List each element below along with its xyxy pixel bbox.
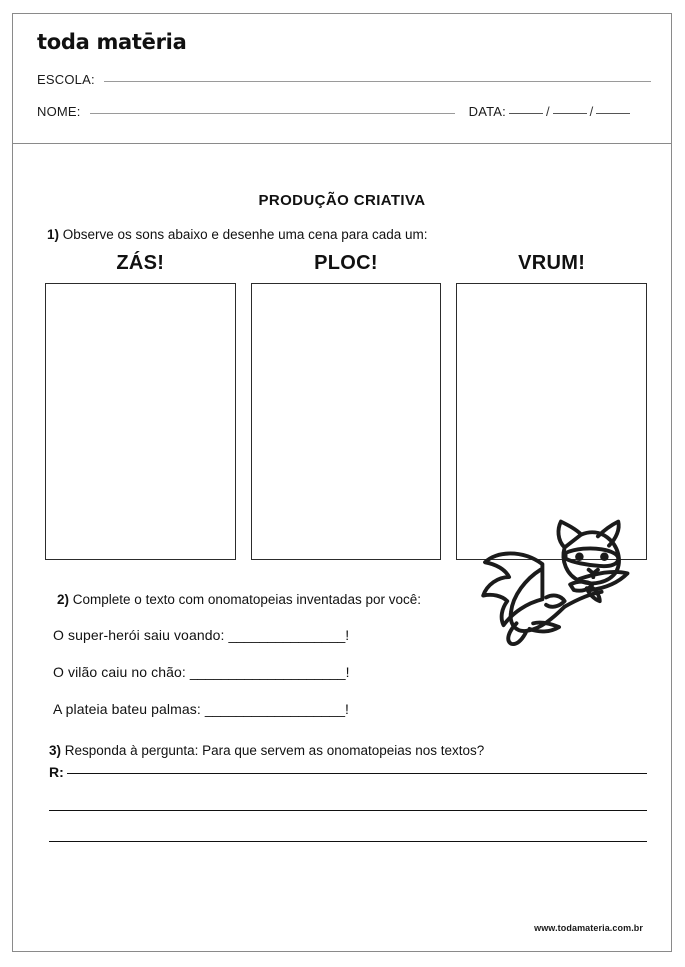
sound-labels-row [45,252,647,275]
flying-cat-icon [461,508,646,648]
name-field-label: NOME: [37,104,81,119]
fill-line-3 [53,701,671,717]
question-2-number: 2) [57,592,70,607]
school-field-row [37,72,651,87]
answer-line-3[interactable] [49,840,647,842]
date-field-label: DATA: [468,104,506,119]
superhero-cat-illustration [461,508,646,648]
fill-line-2-text: O vilão caiu no chão: [53,664,186,680]
name-date-field-row [37,104,651,119]
date-year-input-line[interactable] [596,113,630,114]
worksheet-content [13,144,671,842]
fill-line-1-text: O super-herói saiu voando: [53,627,225,643]
answer-first-row [49,764,647,780]
brand-logo: toda matēria [37,30,187,54]
footer-website: www.todamateria.com.br [534,923,643,933]
name-field-input-line[interactable] [90,112,455,114]
sound-label-2: PLOC! [314,252,378,274]
question-1-text: Observe os sons abaixo e desenhe uma cena para cada um: [62,227,428,242]
drawing-box-2[interactable] [251,283,442,560]
fill-line-2-blank[interactable]: ____________________ [189,664,346,680]
worksheet-page [12,13,672,952]
date-day-input-line[interactable] [509,113,543,114]
date-field-group [469,104,634,119]
date-separator-1: / [545,104,550,119]
question-1-prompt [47,227,671,242]
fill-line-2-end: ! [345,664,350,680]
school-field-label: ESCOLA: [37,72,95,87]
fill-line-2 [53,664,671,680]
sound-label-1: ZÁS! [116,252,165,274]
question-3-prompt [49,743,671,758]
worksheet-header [13,14,671,144]
fill-line-3-blank[interactable]: __________________ [204,701,345,717]
fill-line-1-end: ! [345,627,350,643]
sound-label-3: VRUM! [518,252,586,274]
date-separator-2: / [589,104,594,119]
drawing-box-1[interactable] [45,283,236,560]
answer-line-2[interactable] [49,809,647,811]
date-month-input-line[interactable] [553,113,587,114]
section-title: PRODUÇÃO CRIATIVA [258,192,426,209]
fill-line-1-blank[interactable]: _______________ [228,627,346,643]
answer-line-1[interactable] [67,772,647,774]
question-3-text: Responda à pergunta: Para que servem as onomatopeias nos textos? [64,743,485,758]
fill-line-3-text: A plateia bateu palmas: [53,701,201,717]
answer-label: R: [49,764,64,780]
question-3-answer-area [49,764,647,842]
question-2-text: Complete o texto com onomatopeias inventadas por você: [72,592,421,607]
fill-line-3-end: ! [345,701,349,717]
question-3-number: 3) [49,743,62,758]
school-field-input-line[interactable] [104,80,651,82]
question-1-number: 1) [47,227,60,242]
